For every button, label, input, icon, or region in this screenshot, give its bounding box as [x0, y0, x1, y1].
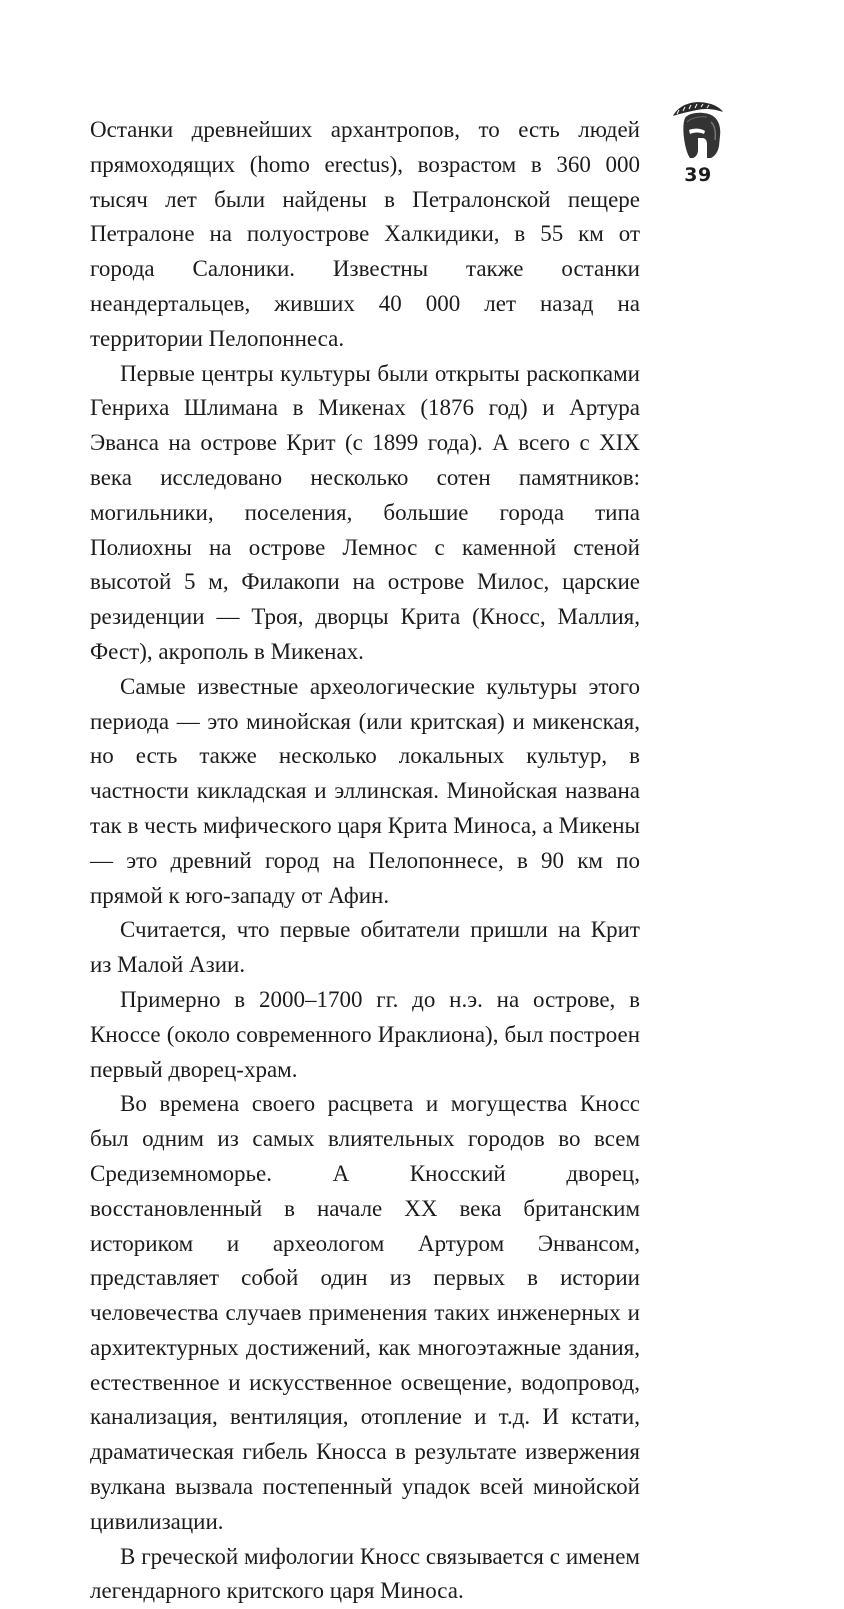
body-text	[90, 113, 640, 1609]
paragraph: Примерно в 2000–1700 гг. до н.э. на острове, в Кноссе (около современного Ираклиона), был построен первый дворец-храм.	[90, 986, 640, 1082]
page-marker	[668, 100, 728, 186]
paragraph: Останки древнейших архантропов, то есть людей прямоходящих (homo erectus), возрастом в 360 000 тысяч лет были найдены в Петралонской пещере Петралоне на полуострове Халкидики, в 55 км от города Салоники. Известны также останки неандертальцев, живших 40 000 лет назад на территории Пелопоннеса.	[90, 117, 640, 351]
paragraph: В греческой мифологии Кносс связывается с именем легендарного критского царя Миноса.	[90, 1543, 640, 1604]
page-number: 39	[684, 164, 712, 186]
paragraph: Первые центры культуры были открыты раскопками Генриха Шлимана в Микенах (1876 год) и Артура Эванса на острове Крит (с 1899 года). А всего с XIX века исследовано несколько сотен памятников: могильники, поселения, большие города типа Полиохны на острове Лемнос с каменной стеной высотой 5 м, Филакопи на острове Милос, царские резиденции — Троя, дворцы Крита (Кносс, Маллия, Фест), акрополь в Микенах.	[90, 360, 640, 664]
paragraph: Во времена своего расцвета и могущества Кносс был одним из самых влиятельных городов во всем Средиземноморье. А Кносский дворец, восстановленный в начале XX века британским историком и археологом Артуром Энвансом, представляет собой один из первых в истории человечества случаев применения таких инженерных и архитектурных достижений, как многоэтажные здания, естественное и искусственное освещение, водопровод, канализация, вентиляция, отопление и т.д. И кстати, драматическая гибель Кносса в результате извержения вулкана вызвала постепенный упадок всей минойской цивилизации.	[90, 1091, 640, 1534]
paragraph: Считается, что первые обитатели пришли на Крит из Малой Азии.	[90, 917, 640, 978]
spartan-helmet-icon	[671, 100, 725, 162]
paragraph: Самые известные археологические культуры этого периода — это минойская (или критская) и микенская, но есть также несколько локальных культур, в частности кикладская и эллинская. Минойская названа так в честь мифического царя Крита Миноса, а Микены — это древний город на Пелопоннесе, в 90 км по прямой к юго-западу от Афин.	[90, 673, 640, 908]
